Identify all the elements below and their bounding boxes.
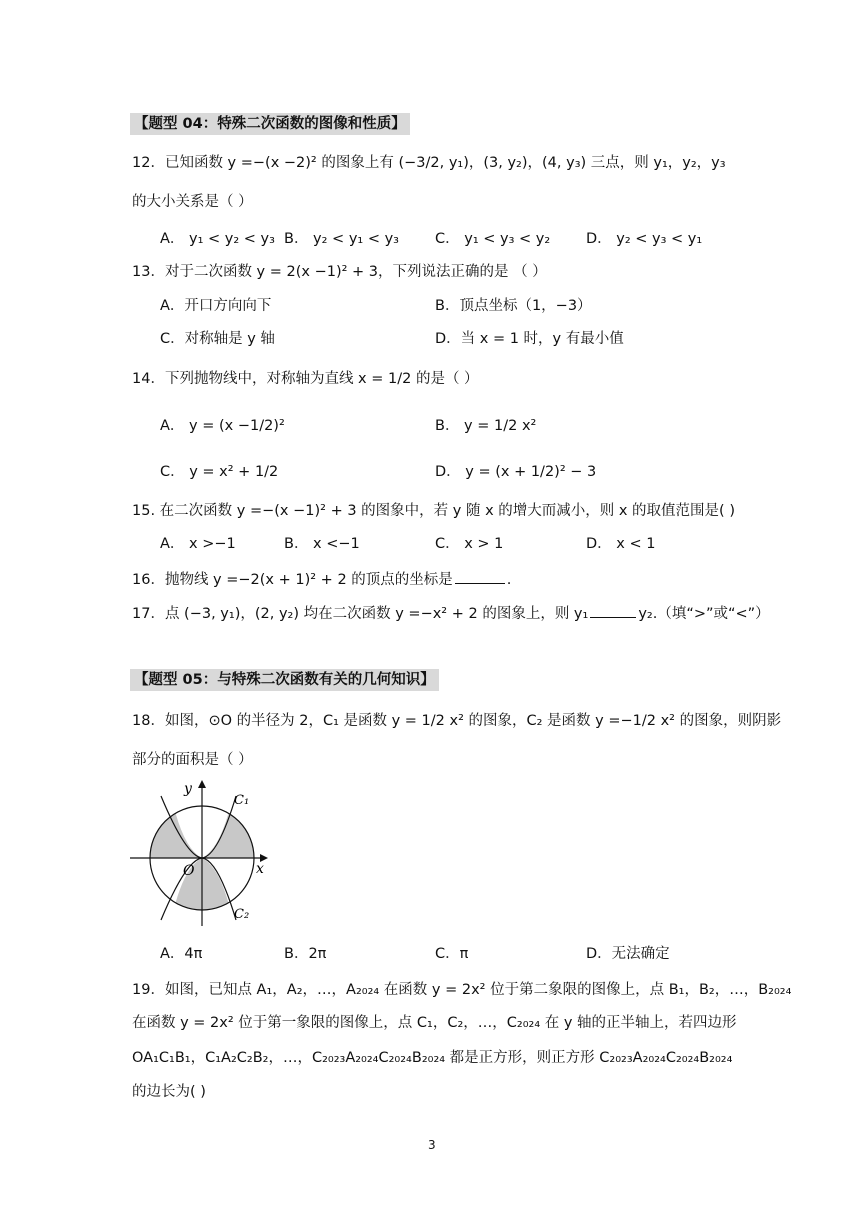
section-05-title: 【题型 05：与特殊二次函数有关的几何知识】 — [130, 669, 439, 691]
q12-option-b: B． y₂ < y₁ < y₃ — [284, 231, 399, 247]
q17-answer-blank — [590, 603, 636, 618]
q18-option-a: A．4π — [160, 946, 203, 962]
q16-stem-text: 16．抛物线 y =−2(x + 1)² + 2 的顶点的坐标是 — [132, 572, 453, 588]
c2-label: C₂ — [234, 907, 250, 922]
x-axis-label: x — [256, 861, 264, 877]
q16-stem-end: . — [506, 572, 512, 588]
q15-stem: 15. 在二次函数 y =−(x −1)² + 3 的图象中，若 y 随 x 的增大而减小，则 x 的取值范围是( ) — [132, 503, 735, 519]
q13-option-a: A．开口方向向下 — [160, 298, 272, 314]
q15-option-a: A． x >−1 — [160, 536, 236, 552]
q18-option-b: B．2π — [284, 946, 327, 962]
q16-answer-blank — [455, 569, 505, 584]
q14-option-c: C． y = x² + 1/2 — [160, 464, 279, 480]
c1-label: C₁ — [234, 793, 250, 808]
q12-stem-line2: 的大小关系是（ ） — [132, 194, 253, 210]
q13-option-b: B．顶点坐标（1，−3） — [435, 298, 592, 314]
q16-stem — [132, 569, 511, 590]
section-04-title: 【题型 04：特殊二次函数的图像和性质】 — [130, 113, 410, 135]
q18-figure — [128, 778, 278, 928]
origin-label: O — [183, 863, 195, 879]
q15-option-c: C． x > 1 — [435, 536, 504, 552]
q19-stem-line1: 19．如图，已知点 A₁，A₂，…，A₂₀₂₄ 在函数 y = 2x² 位于第二象限的图像上，点 B₁，B₂，…，B₂₀₂₄ — [132, 982, 792, 998]
q17-stem — [132, 603, 770, 624]
q14-option-a: A． y = (x −1/2)² — [160, 418, 285, 434]
q15-option-d: D． x < 1 — [586, 536, 656, 552]
shade-upper-left — [150, 813, 202, 858]
q18-stem-line2: 部分的面积是（ ） — [132, 752, 253, 768]
q18-option-d: D．无法确定 — [586, 946, 670, 962]
q17-stem-end: y₂.（填“>”或“<”） — [638, 606, 770, 622]
q14-option-d: D． y = (x + 1/2)² − 3 — [435, 464, 597, 480]
q13-option-d: D．当 x = 1 时，y 有最小值 — [435, 331, 624, 347]
q12-option-c: C． y₁ < y₃ < y₂ — [435, 231, 551, 247]
q12-stem-line1: 12．已知函数 y =−(x −2)² 的图象上有 (−3/2, y₁)，(3, y₂)，(4, y₃) 三点，则 y₁，y₂，y₃ — [132, 155, 726, 171]
q14-stem: 14．下列抛物线中，对称轴为直线 x = 1/2 的是（ ） — [132, 371, 479, 387]
q18-option-c: C．π — [435, 946, 469, 962]
q19-stem-line4: 的边长为( ) — [132, 1084, 206, 1100]
q14-option-b: B． y = 1/2 x² — [435, 418, 537, 434]
page-number: 3 — [428, 1138, 436, 1152]
q15-option-b: B． x <−1 — [284, 536, 360, 552]
q18-stem-line1: 18．如图，⊙O 的半径为 2，C₁ 是函数 y = 1/2 x² 的图象，C₂ 是函数 y =−1/2 x² 的图象，则阴影 — [132, 713, 782, 729]
q19-stem-line3: OA₁C₁B₁，C₁A₂C₂B₂，…，C₂₀₂₃A₂₀₂₄C₂₀₂₄B₂₀₂₄ 都是正方形，则正方形 C₂₀₂₃A₂₀₂₄C₂₀₂₄B₂₀₂₄ — [132, 1050, 733, 1066]
q19-stem-line2: 在函数 y = 2x² 位于第一象限的图像上，点 C₁，C₂，…，C₂₀₂₄ 在 y 轴的正半轴上，若四边形 — [132, 1015, 737, 1031]
q12-option-d: D． y₂ < y₃ < y₁ — [586, 231, 703, 247]
q13-stem: 13．对于二次函数 y = 2(x −1)² + 3，下列说法正确的是 （ ） — [132, 264, 547, 280]
y-axis-arrow-icon — [198, 780, 206, 788]
q12-option-a: A． y₁ < y₂ < y₃ — [160, 231, 275, 247]
q13-option-c: C．对称轴是 y 轴 — [160, 331, 275, 347]
q17-stem-text: 17．点 (−3, y₁)，(2, y₂) 均在二次函数 y =−x² + 2 的图象上，则 y₁ — [132, 606, 589, 622]
y-axis-label: y — [184, 781, 192, 797]
